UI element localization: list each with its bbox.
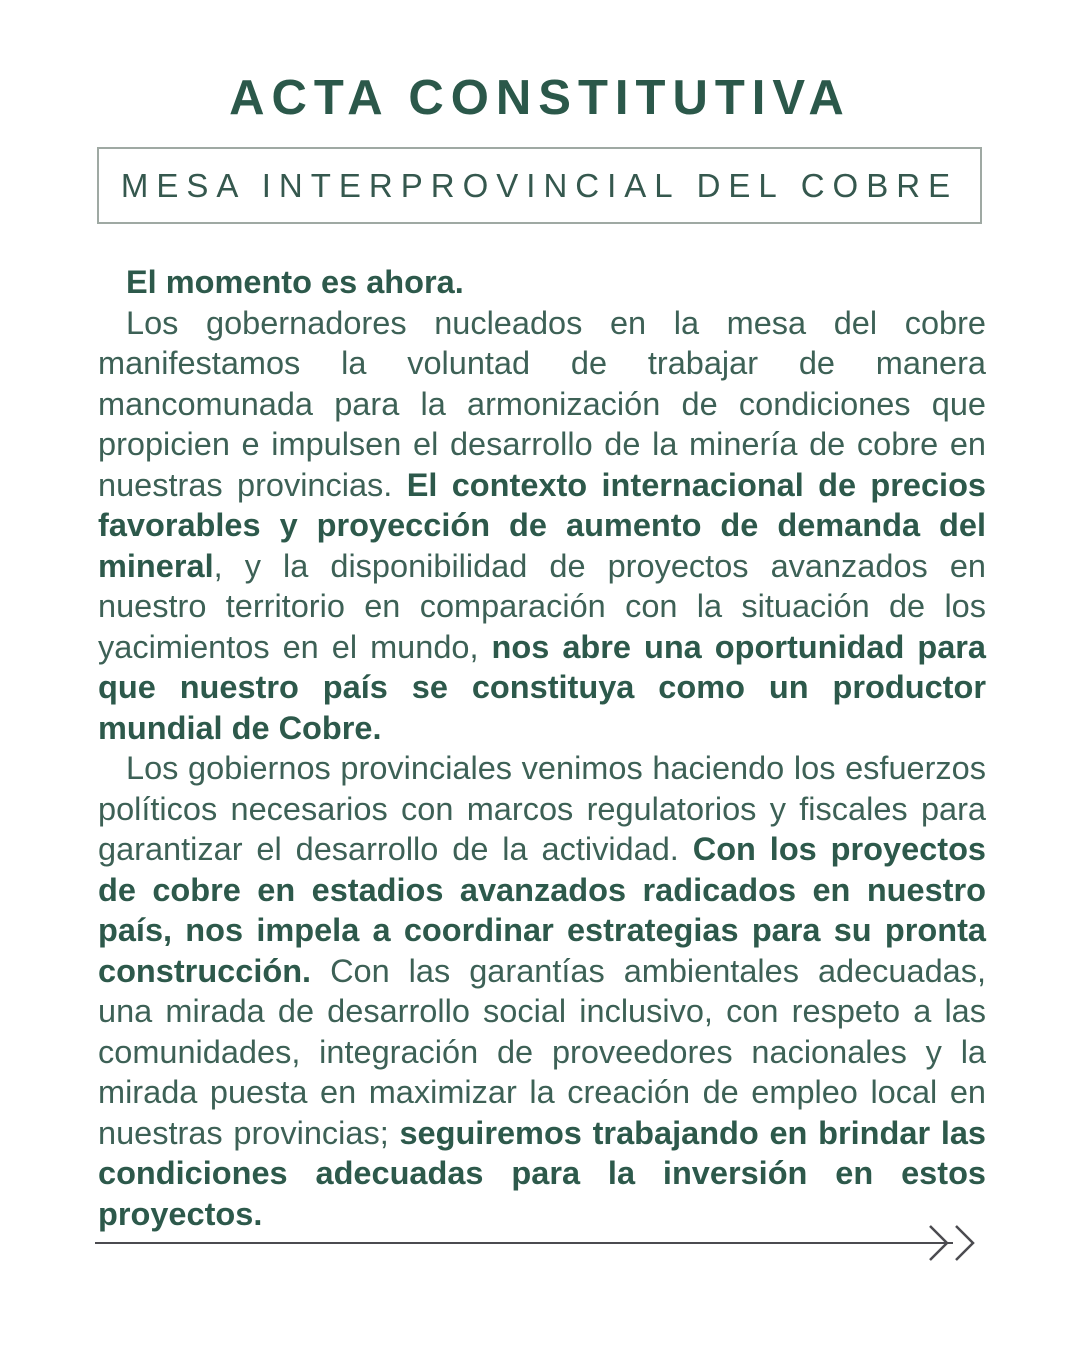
horizontal-rule <box>95 1242 953 1244</box>
double-chevron-right-icon <box>928 1224 990 1264</box>
footer-arrow <box>95 1224 990 1264</box>
paragraph <box>98 303 986 749</box>
lead-sentence: El momento es ahora. <box>126 264 464 300</box>
subtitle-box <box>97 147 982 224</box>
page-subtitle: MESA INTERPROVINCIAL DEL COBRE <box>120 166 959 204</box>
document-body <box>98 262 986 1234</box>
paragraph-segment-bold: seguiremos trabajando en brindar las condiciones adecuadas para la inversión en estos proyectos. <box>98 1114 986 1232</box>
paragraph-segment: Los gobernadores nucleados en la mesa del cobre manifestamos la voluntad de trabajar de manera mancomunada para la armonización de condiciones que propicien e impulsen el desarrollo de la minería de cobre en nuestras provincias. <box>98 304 986 503</box>
paragraph <box>98 748 986 1234</box>
paragraph-segment: Con las garantías ambientales adecuadas, una mirada de desarrollo social inclusivo, con respeto a las comunidades, integración de proveedores nacionales y la mirada puesta en maximizar la creación de empleo local en nuestras provincias; <box>98 952 986 1151</box>
paragraph-segment: Los gobiernos provinciales venimos haciendo los esfuerzos políticos necesarios con marcos regulatorios y fiscales para garantizar el desarrollo de la actividad. <box>98 750 986 867</box>
paragraph-segment: , y la disponibilidad de proyectos avanzados en nuestro territorio en comparación con la situación de los yacimientos en el mundo, <box>98 547 986 665</box>
paragraph-segment-bold: nos abre una oportunidad para que nuestro país se constituya como un productor mundial de Cobre. <box>98 628 986 746</box>
paragraph-segment-bold: El contexto internacional de precios favorables y proyección de aumento de demanda del mineral <box>98 466 986 584</box>
page-title: ACTA CONSTITUTIVA <box>229 71 851 125</box>
paragraph-segment-bold: Con los proyectos de cobre en estadios avanzados radicados en nuestro país, nos impela a coordinar estrategias para su pronta construcción. <box>98 831 986 989</box>
